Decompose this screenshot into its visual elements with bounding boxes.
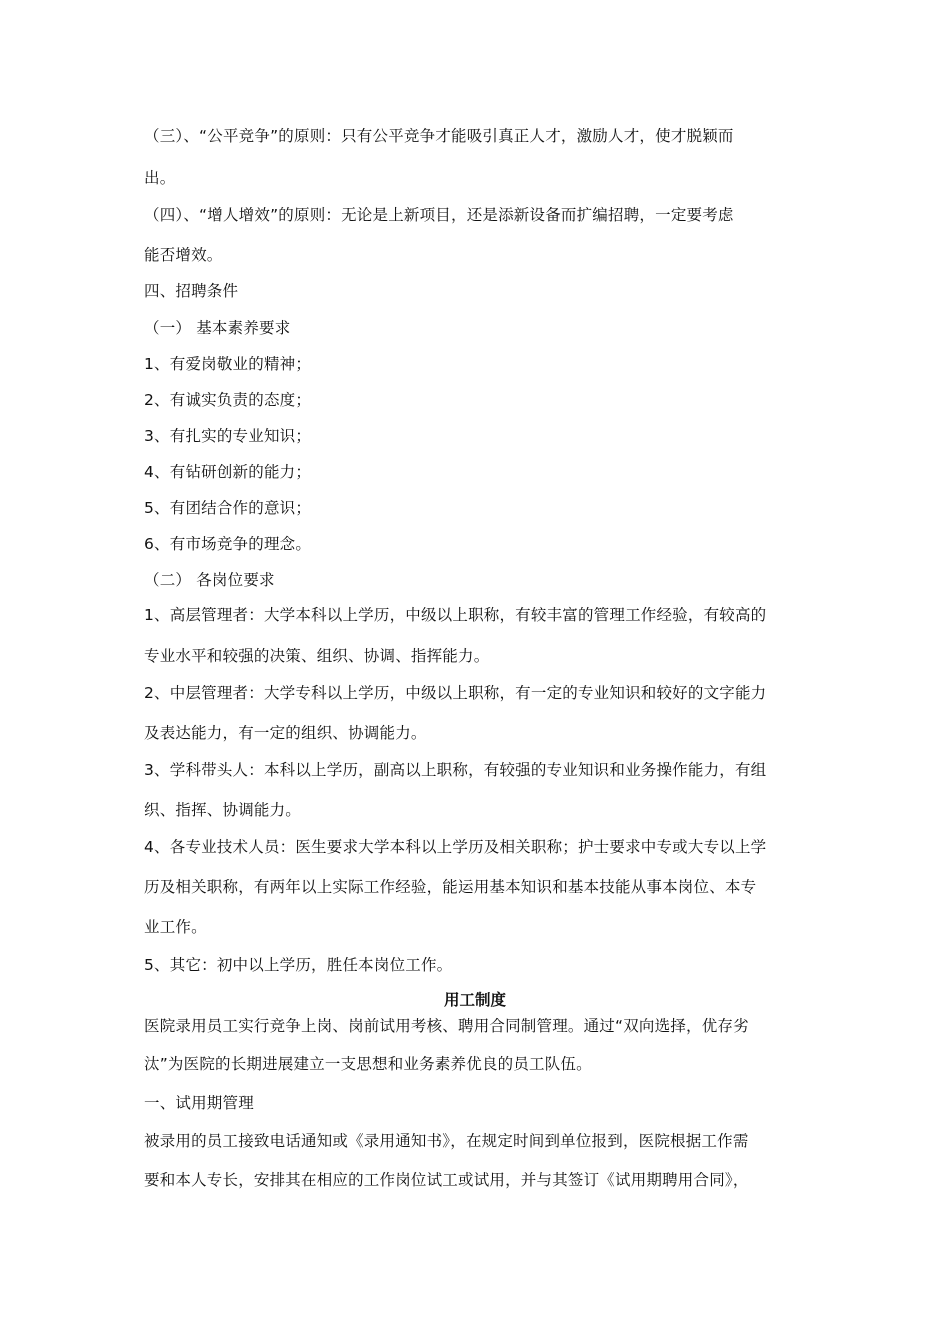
list-item: 1、高层管理者：大学本科以上学历，中级以上职称，有较丰富的管理工作经验，有较高的	[144, 606, 767, 624]
text-line: 要和本人专长，安排其在相应的工作岗位试工或试用，并与其签订《试用期聘用合同》，	[144, 1171, 749, 1189]
text-line: 历及相关职称，有两年以上实际工作经验，能运用基本知识和基本技能从事本岗位、本专	[144, 878, 757, 896]
text-line: 织、指挥、协调能力。	[144, 801, 302, 819]
list-item: 2、中层管理者：大学专科以上学历，中级以上职称，有一定的专业知识和较好的文字能力	[144, 684, 767, 702]
text-line: 及表达能力，有一定的组织、协调能力。	[144, 724, 427, 742]
text-line: 能否增效。	[144, 246, 223, 264]
text-line: 医院录用员工实行竞争上岗、岗前试用考核、聘用合同制管理。通过“双向选择，优存劣	[144, 1017, 749, 1035]
section-heading: 四、招聘条件	[144, 282, 239, 300]
list-item: 2、有诚实负责的态度；	[144, 391, 312, 409]
subsection-heading: （二） 各岗位要求	[144, 571, 275, 589]
text-line: 被录用的员工接致电话通知或《录用通知书》，在规定时间到单位报到，医院根据工作需	[144, 1132, 749, 1150]
list-item: 4、各专业技术人员：医生要求大学本科以上学历及相关职称；护士要求中专或大专以上学	[144, 838, 767, 856]
section-title: 用工制度	[443, 991, 506, 1009]
text-line: （三）、“公平竞争”的原则：只有公平竞争才能吸引真正人才，激励人才，使才脱颖而	[144, 127, 734, 145]
text-line: 专业水平和较强的决策、组织、协调、指挥能力。	[144, 647, 490, 665]
text-line: （四）、“增人增效”的原则：无论是上新项目，还是添新设备而扩编招聘，一定要考虑	[144, 206, 734, 224]
subsection-heading: （一） 基本素养要求	[144, 319, 291, 337]
text-line: 出。	[144, 169, 176, 187]
text-line: 业工作。	[144, 918, 207, 936]
section-heading: 一、试用期管理	[144, 1094, 254, 1112]
list-item: 1、有爱岗敬业的精神；	[144, 355, 312, 373]
list-item: 5、有团结合作的意识；	[144, 499, 312, 517]
list-item: 3、有扎实的专业知识；	[144, 427, 312, 445]
list-item: 3、学科带头人：本科以上学历，副高以上职称，有较强的专业知识和业务操作能力，有组	[144, 761, 767, 779]
text-line: 汰”为医院的长期进展建立一支思想和业务素养优良的员工队伍。	[144, 1055, 592, 1073]
list-item: 6、有市场竞争的理念。	[144, 535, 312, 553]
list-item: 4、有钻研创新的能力；	[144, 463, 312, 481]
list-item: 5、其它：初中以上学历，胜任本岗位工作。	[144, 956, 453, 974]
